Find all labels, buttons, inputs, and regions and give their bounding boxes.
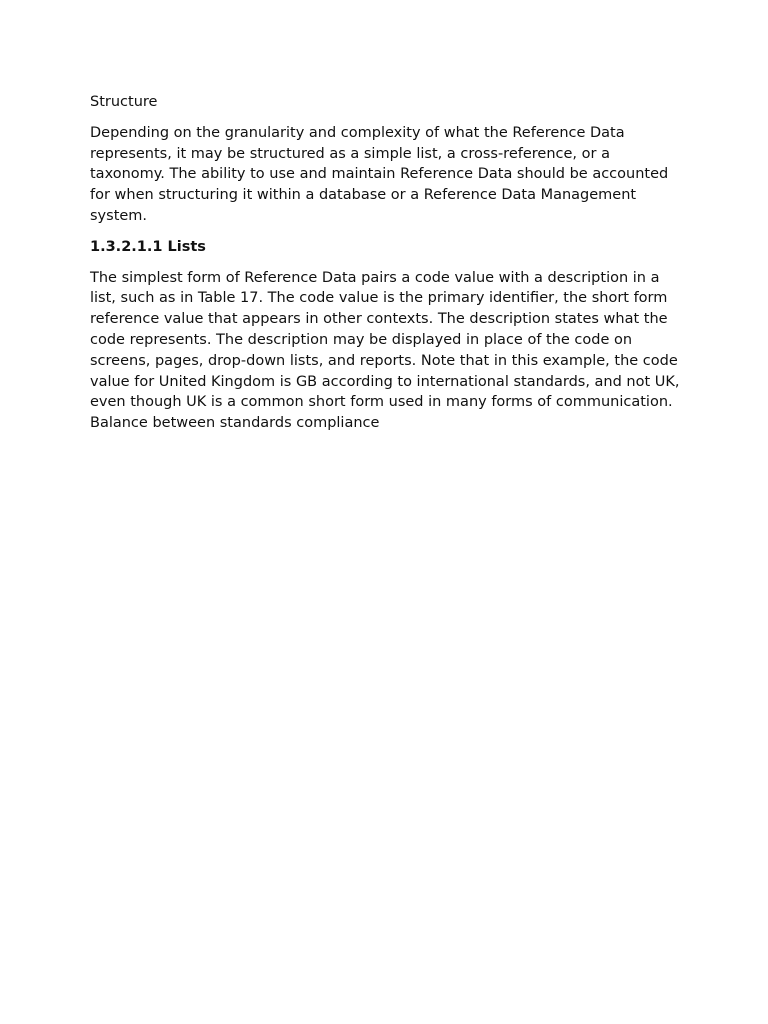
intro-paragraph: Depending on the granularity and complexity of what the Reference Data represents, it may be structured as a simple list, a cross-reference, or a taxonomy. The ability to use and maintain Reference Data should be accounted for when structuring it within a database or a Reference Data Management system. <box>90 124 669 224</box>
document-body <box>90 92 680 444</box>
lists-heading: 1.3.2.1.1 Lists <box>90 238 206 255</box>
section-label: Structure <box>90 94 158 110</box>
lists-paragraph: The simplest form of Reference Data pairs a code value with a description in a list, such as in Table 17. The code value is the primary identifier, the short form reference value that appears in other contexts. The description states what the code represents. The description may be displayed in place of the code on screens, pages, drop-down lists, and reports. Note that in this example, the code value for United Kingdom is GB according to international standards, and not UK, even though UK is a common short form used in many forms of communication. Balance between standards compliance <box>90 269 680 432</box>
